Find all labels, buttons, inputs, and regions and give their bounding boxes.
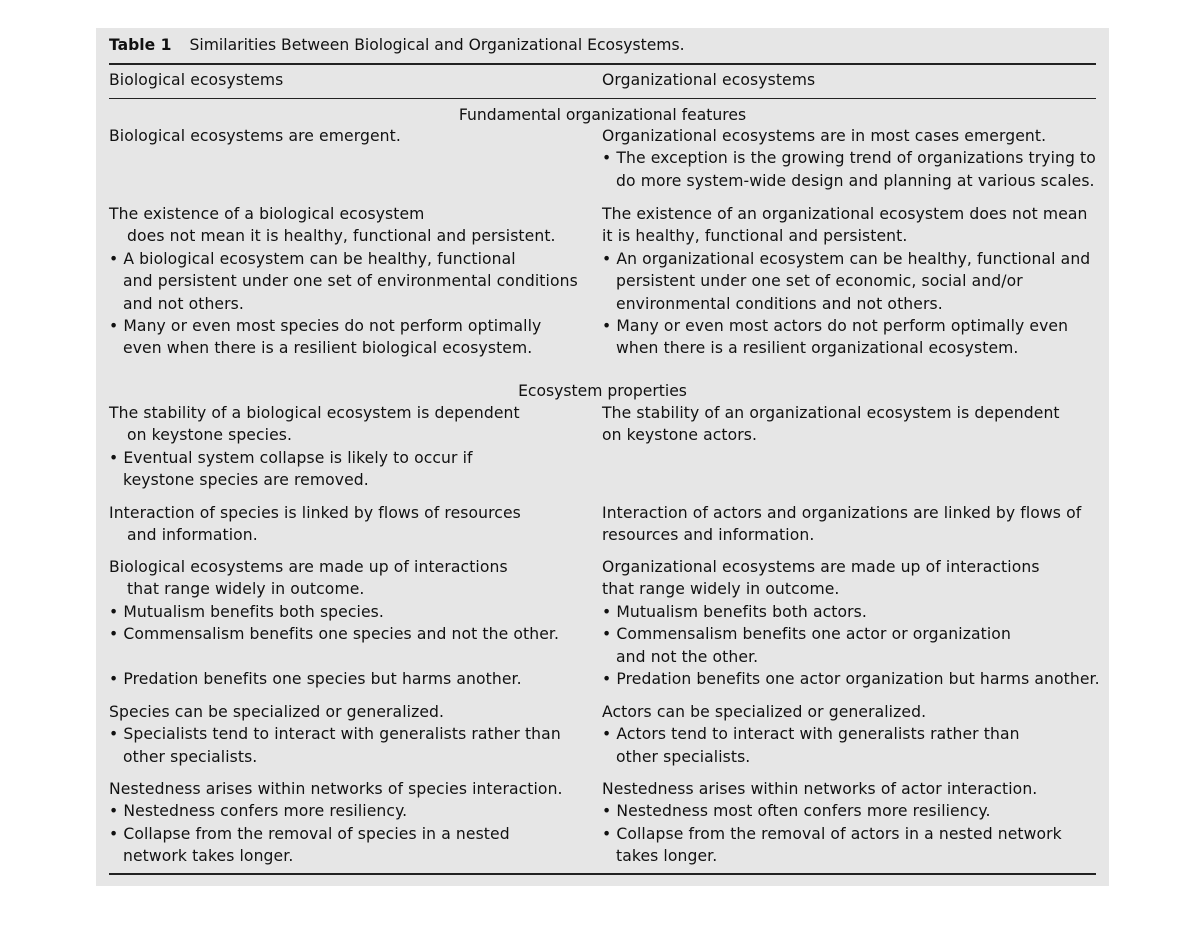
cell-right: [602, 502, 1081, 547]
bottom-rule: [109, 873, 1096, 875]
cell-left: [109, 402, 520, 492]
cell-left: [109, 701, 561, 768]
cell-line: Interaction of actors and organizations are linked by flows of: [602, 504, 1082, 522]
cell-line: Nestedness arises within networks of species interaction.: [109, 780, 563, 798]
cell-line: The stability of an organizational ecosystem is dependent: [602, 404, 1060, 422]
cell-left: [109, 556, 559, 690]
cell-left: [109, 203, 578, 360]
cell-line: persistent under one set of economic, social and/or: [616, 272, 1023, 291]
cell-line: takes longer.: [616, 847, 718, 866]
cell-line: on keystone species.: [127, 426, 293, 445]
cell-line: and not the other.: [616, 647, 759, 666]
cell-line: Biological ecosystems are made up of interactions: [109, 558, 508, 576]
cell-left: [109, 125, 401, 147]
cell-line: • Many or even most species do not perform optimally: [109, 316, 542, 335]
cell-line: • Actors tend to interact with generalists rather than: [602, 725, 1020, 744]
cell-line: The stability of a biological ecosystem is dependent: [109, 404, 520, 422]
cell-line: and persistent under one set of environmental conditions: [123, 272, 578, 291]
cell-line: • An organizational ecosystem can be healthy, functional and: [602, 249, 1091, 268]
cell-line: • The exception is the growing trend of organizations trying to: [602, 149, 1096, 168]
cell-line: • Collapse from the removal of species in a nested: [109, 824, 510, 843]
table-title: Similarities Between Biological and Organizational Ecosystems.: [189, 36, 685, 54]
cell-line: • A biological ecosystem can be healthy, functional: [109, 249, 516, 268]
cell-line: Interaction of species is linked by flows of resources: [109, 504, 521, 522]
cell-line: and information.: [127, 526, 258, 545]
cell-line: it is healthy, functional and persistent.: [602, 227, 908, 246]
cell-line: Species can be specialized or generalized.: [109, 703, 445, 721]
cell-line: other specialists.: [616, 747, 751, 766]
cell-line: • Predation benefits one actor organization but harms another.: [602, 669, 1100, 688]
cell-line: does not mean it is healthy, functional and persistent.: [127, 227, 556, 246]
cell-right: [602, 125, 1096, 192]
cell-line: • Eventual system collapse is likely to occur if: [109, 448, 473, 467]
cell-right: [602, 556, 1100, 690]
cell-left: [109, 778, 563, 868]
cell-line: • Nestedness confers more resiliency.: [109, 802, 408, 821]
header-left: Biological ecosystems: [109, 71, 284, 89]
header-rule: [109, 98, 1096, 99]
cell-line: • Mutualism benefits both actors.: [602, 602, 867, 621]
cell-line: environmental conditions and not others.: [616, 294, 943, 313]
cell-line: that range widely in outcome.: [127, 580, 365, 599]
table-caption: [109, 34, 685, 56]
cell-line: The existence of an organizational ecosystem does not mean: [602, 205, 1088, 223]
table-label: Table 1: [109, 36, 172, 54]
cell-line: even when there is a resilient biological ecosystem.: [123, 339, 533, 358]
cell-line: • Collapse from the removal of actors in a nested network: [602, 824, 1062, 843]
cell-line: • Many or even most actors do not perform optimally even: [602, 316, 1069, 335]
cell-line: • Specialists tend to interact with generalists rather than: [109, 725, 561, 744]
cell-line: Organizational ecosystems are in most cases emergent.: [602, 127, 1047, 145]
cell-line: • Commensalism benefits one species and not the other.: [109, 625, 560, 644]
cell-right: [602, 778, 1062, 868]
cell-left: [109, 502, 521, 547]
cell-line: when there is a resilient organizational ecosystem.: [616, 339, 1019, 358]
section-title-fundamental: Fundamental organizational features: [458, 106, 747, 124]
cell-line: resources and information.: [602, 526, 815, 545]
cell-line: other specialists.: [123, 747, 258, 766]
cell-line: The existence of a biological ecosystem: [109, 205, 425, 223]
header-right: Organizational ecosystems: [602, 71, 816, 89]
cell-line: Organizational ecosystems are made up of interactions: [602, 558, 1040, 576]
cell-line: Nestedness arises within networks of actor interaction.: [602, 780, 1038, 798]
cell-right: [602, 203, 1090, 360]
cell-line: do more system-wide design and planning at various scales.: [616, 171, 1095, 190]
cell-right: [602, 701, 1020, 768]
cell-line: Biological ecosystems are emergent.: [109, 127, 401, 145]
cell-line: on keystone actors.: [602, 426, 758, 445]
cell-line: [109, 646, 559, 668]
cell-line: keystone species are removed.: [123, 471, 369, 490]
section-title-properties: Ecosystem properties: [518, 382, 687, 400]
cell-right: [602, 402, 1060, 447]
cell-line: Actors can be specialized or generalized.: [602, 703, 927, 721]
cell-line: • Commensalism benefits one actor or organization: [602, 625, 1011, 644]
top-rule: [109, 63, 1096, 65]
cell-line: and not others.: [123, 294, 244, 313]
cell-line: • Nestedness most often confers more resiliency.: [602, 802, 991, 821]
cell-line: that range widely in outcome.: [602, 580, 840, 599]
cell-line: network takes longer.: [123, 847, 294, 866]
cell-line: • Predation benefits one species but harms another.: [109, 669, 522, 688]
cell-line: • Mutualism benefits both species.: [109, 602, 384, 621]
